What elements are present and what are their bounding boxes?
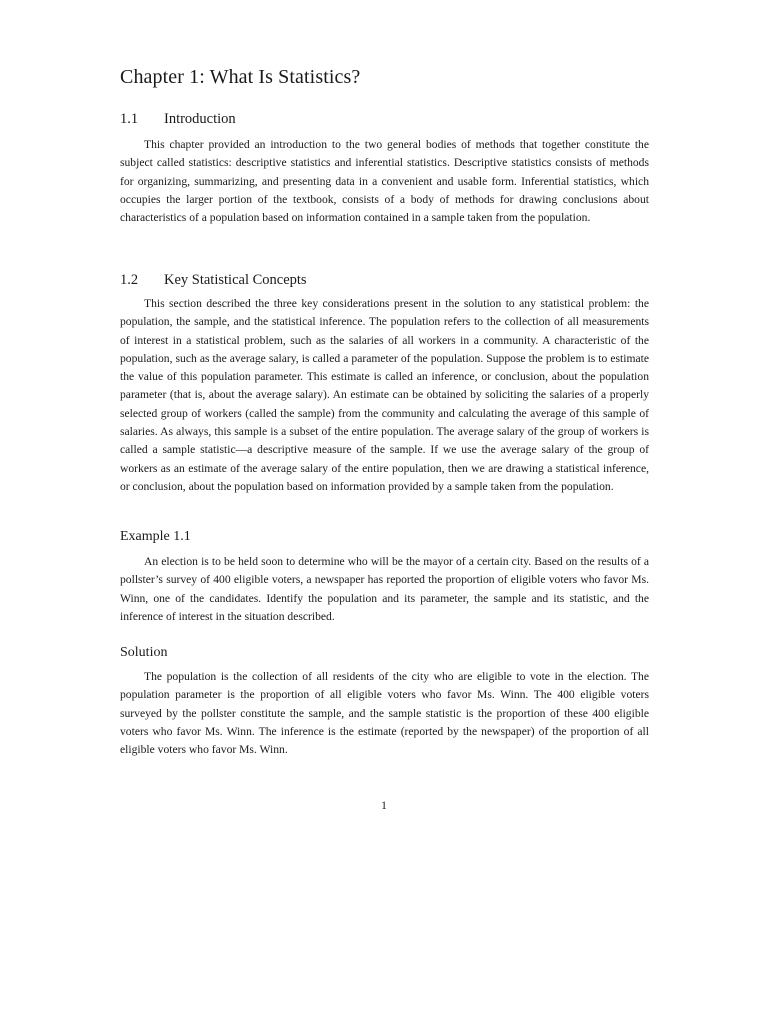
section-heading-key-concepts	[120, 272, 307, 289]
example-paragraph: An election is to be held soon to determine who will be the mayor of a certain city. Based on the results of a pollster’s survey of 400 eligible voters, a newspaper has reported the proportion of eligible voters who favor Ms. Winn, one of the candidates. Identify the population and its parameter, the sample and its statistic, and the inference of interest in the situation described.	[120, 555, 649, 623]
section-number: 1.2	[120, 272, 139, 288]
key-concepts-paragraph: This section described the three key considerations present in the solution to any statistical problem: the population, the sample, and the statistical inference. The population refers to the collection of all measurements of interest in a statistical problem, such as the salaries of all workers in a community. A characteristic of the population, such as the average salary, is called a parameter of the population. Suppose the problem is to estimate the value of this population parameter. This estimate is called an inference, or conclusion, about the population parameter (that is, about the average salary). An estimate can be obtained by soliciting the salaries of a properly selected group of workers (called the sample) from the community and calculating the average of this sample of salaries. As always, this sample is a subset of the entire population. The average salary of the group of workers is called a sample statistic—a descriptive measure of the sample. If we use the average salary of the group of workers as an estimate of the average salary of the entire population, then we are drawing a statistical inference, or conclusion, about the population based on information provided by a sample taken from the population.	[120, 297, 649, 493]
example-heading: Example 1.1	[120, 529, 191, 544]
chapter-title: Chapter 1: What Is Statistics?	[120, 66, 361, 88]
solution-heading: Solution	[120, 645, 168, 660]
section-number: 1.1	[120, 111, 139, 127]
introduction-paragraph: This chapter provided an introduction to the two general bodies of methods that together constitute the subject called statistics: descriptive statistics and inferential statistics. Descriptive statistics consists of methods for organizing, summarizing, and presenting data in a convenient and usable form. Inferential statistics, which occupies the larger portion of the textbook, consists of a body of methods for drawing conclusions about characteristics of a population based on information contained in a sample taken from the population.	[120, 138, 649, 225]
section-heading-introduction	[120, 111, 236, 128]
section-title: Key Statistical Concepts	[164, 272, 307, 288]
section-title: Introduction	[164, 111, 236, 127]
page-number: 1	[381, 800, 387, 812]
solution-paragraph: The population is the collection of all residents of the city who are eligible to vote in the election. The population parameter is the proportion of all eligible voters who favor Ms. Winn. The 400 eligible voters surveyed by the pollster constitute the sample, and the sample statistic is the proportion of these 400 eligible voters who favor Ms. Winn. The inference is the estimate (reported by the newspaper) of the proportion of all eligible voters who favor Ms. Winn.	[120, 670, 649, 757]
